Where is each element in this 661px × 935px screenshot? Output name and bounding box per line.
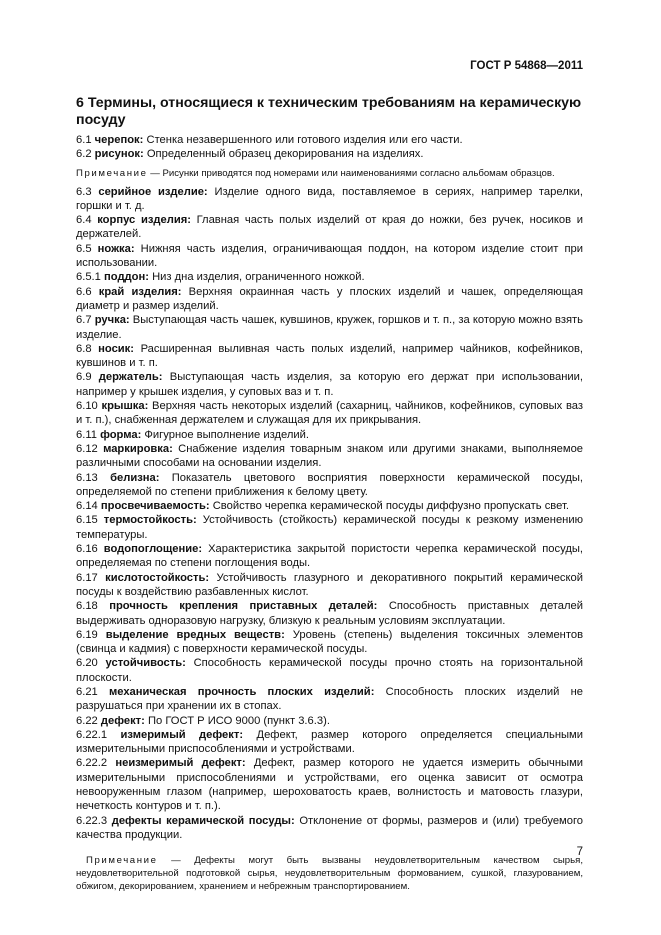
term-name: край изделия: [98,285,182,298]
term-definition: Определенный образец декорирования на изделиях. [146,148,424,161]
term-number: 6.10 [76,400,98,413]
term-definition: Способность керамической посуды прочно стоять на горизонтальной плоскости. [76,657,584,684]
term-definition: Отклонение от формы, размеров и (или) требуемого качества продукции. [76,814,584,841]
term-number: 6.3 [76,185,92,198]
term-entry [76,756,583,813]
note-2 [76,854,583,893]
term-name: рисунок: [94,148,144,161]
term-entry [76,270,583,284]
term-name: носик: [98,342,134,355]
term-entry [76,428,583,442]
term-name: дефект: [100,714,145,727]
term-number: 6.17 [76,571,98,584]
term-name: поддон: [104,271,149,284]
term-number: 6.8 [76,342,92,355]
term-definition: Изделие одного вида, поставляемое в сериях, например тарелки, горшки и т. д. [76,185,584,212]
term-name: механическая прочность плоских изделий: [108,685,375,698]
term-entry [76,185,583,214]
term-definition: Дефект, размер которого определяется специальными измерительными приспособлениями и устройствами. [76,728,583,756]
note-label: Примечание [76,167,148,179]
term-number: 6.16 [76,543,98,556]
term-entry [76,313,583,342]
note-label: Примечание [86,855,158,867]
term-name: черепок: [94,134,144,146]
term-number: 6.1 [76,134,92,146]
term-entry [76,499,583,513]
term-definition: Расширенная выливная часть полых изделий, например чайников, кофейников, кувшинов и т. п. [76,342,584,370]
term-name: маркировка: [103,442,173,455]
term-entry [76,814,583,843]
section-title: 6 Термины, относящиеся к техническим требованиям на керамическую посуду [76,95,582,128]
page-number: 7 [576,846,583,858]
term-name: ручка: [94,314,130,327]
term-number: 6.5.1 [76,271,101,284]
term-entry [76,213,583,242]
term-definition: Устойчивость (стойкость) керамической посуды к резкому изменению температуры. [76,514,583,541]
term-entry [76,513,583,542]
term-name: дефекты керамической посуды: [111,814,295,827]
term-entry [76,656,583,685]
term-definition: Верхняя окраинная часть у плоских изделий и чашек, определяющая диаметр и размер изделий. [76,285,584,312]
term-entry [76,342,583,371]
term-entry [76,714,583,728]
term-definition: Уровень (степень) выделения токсичных элементов (свинца и кадмия) с поверхности керамической посуды. [76,628,584,656]
term-definition: Выступающая часть изделия, за которую его держат при использовании, например у крышек изделия, у суповых ваз и т. п. [76,371,584,398]
term-definition: Фигурное выполнение изделий. [144,428,310,441]
term-name: выделение вредных веществ: [105,628,285,641]
term-number: 6.2 [76,148,92,161]
term-number: 6.7 [76,314,92,327]
term-definition: Показатель цветового восприятия поверхности керамической посуды, определяемой по степени приближения к белому цвету. [76,471,583,498]
document-header: ГОСТ Р 54868—2011 [470,60,583,72]
term-entry [76,728,583,757]
note-text: — Дефекты могут быть вызваны неудовлетворительным качеством сырья, неудовлетворительной подготовкой сырья, неудовлетворительным формованием, сушкой, глазурованием, обжигом, декорированием, хранением и небрежным транспортированием. [76,855,583,893]
term-entry [76,285,583,314]
term-number: 6.15 [76,514,98,527]
term-number: 6.5 [76,242,92,255]
term-definition: По ГОСТ Р ИСО 9000 (пункт 3.6.3). [148,714,330,727]
term-entry [76,242,583,271]
term-number: 6.22.3 [76,814,108,827]
term-name: неизмеримый дефект: [115,757,246,770]
term-number: 6.22.1 [76,728,108,741]
term-entry [76,133,583,147]
term-definition: Снабжение изделия товарным знаком или другими знаками, выполняемое различными способами на основании изделия. [76,442,584,470]
document-body [76,133,583,893]
note-text: — Рисунки приводятся под номерами или наименованиями согласно альбомам образцов. [150,167,555,179]
note-1 [76,167,583,180]
term-definition: Верхняя часть некоторых изделий (сахарниц, чайников, кофейников, суповых ваз и т. п.), снабженная держателем и служащая для их прикрывания. [76,400,584,427]
term-entry [76,542,583,571]
term-name: белизна: [110,471,160,484]
term-definition: Главная часть полых изделий от края до ножки, без ручек, носиков и держателей. [76,214,583,241]
term-name: держатель: [98,371,163,384]
term-definition: Нижняя часть изделия, ограничивающая поддон, на котором изделие стоит при использовании. [76,242,584,270]
term-definition: Низ дна изделия, ограниченного ножкой. [152,271,365,284]
term-number: 6.14 [76,500,98,513]
term-name: измеримый дефект: [120,728,244,741]
term-name: устойчивость: [105,657,186,670]
term-items [76,185,583,843]
term-entry [76,628,583,657]
term-definition: Свойство черепка керамической посуды диффузно пропускать свет. [212,500,569,513]
term-definition: Способность приставных деталей выдерживать одноразовую нагрузку, близкую к реальным условиям эксплуатации. [76,600,584,627]
term-name: форма: [100,428,142,441]
term-definition: Дефект, размер которого не удается измерить обычными измерительными приспособлениями и устройствами, его оценка зависит от осмотра невооруженным глазом (например, шероховатость краев, волнистость и матовость глазури, нечеткость контуров и т. п.). [76,757,584,813]
term-number: 6.22.2 [76,757,108,770]
term-definition: Устойчивость глазурного и декоративного покрытий керамической посуды к воздействию разбавленных кислот. [76,571,584,598]
term-entry [76,571,583,600]
term-number: 6.19 [76,628,98,641]
term-definition: Стенка незавершенного или готового изделия или его части. [146,134,463,146]
term-name: прочность крепления приставных деталей: [109,600,378,613]
term-name: серийное изделие: [98,185,208,198]
term-name: корпус изделия: [97,214,191,227]
term-number: 6.20 [76,657,98,670]
term-entry [76,147,583,161]
term-number: 6.9 [76,371,92,384]
term-name: ножка: [97,242,135,255]
term-entry [76,370,583,399]
term-definition: Выступающая часть чашек, кувшинов, кружек, горшков и т. п., за которую можно взять изделие. [76,314,583,341]
term-number: 6.22 [76,714,98,727]
term-number: 6.18 [76,600,98,613]
term-entry [76,685,583,714]
term-number: 6.6 [76,285,92,298]
term-number: 6.13 [76,471,98,484]
term-name: кислотостойкость: [105,571,210,584]
term-name: водопоглощение: [103,543,203,556]
term-name: просвечиваемость: [100,500,210,513]
term-number: 6.21 [76,685,98,698]
term-entry [76,399,583,428]
term-number: 6.4 [76,214,92,227]
simple-items [76,133,583,162]
term-name: крышка: [101,400,149,413]
term-entry [76,599,583,628]
term-entry [76,442,583,471]
term-number: 6.11 [76,428,97,441]
term-definition: Характеристика закрытой пористости черепка керамической посуды, определяемая по степени поглощения воды. [76,543,584,570]
term-number: 6.12 [76,442,98,455]
term-entry [76,471,583,500]
term-name: термостойкость: [103,514,197,527]
term-definition: Способность плоских изделий не разрушаться при хранении их в стопах. [76,685,584,713]
